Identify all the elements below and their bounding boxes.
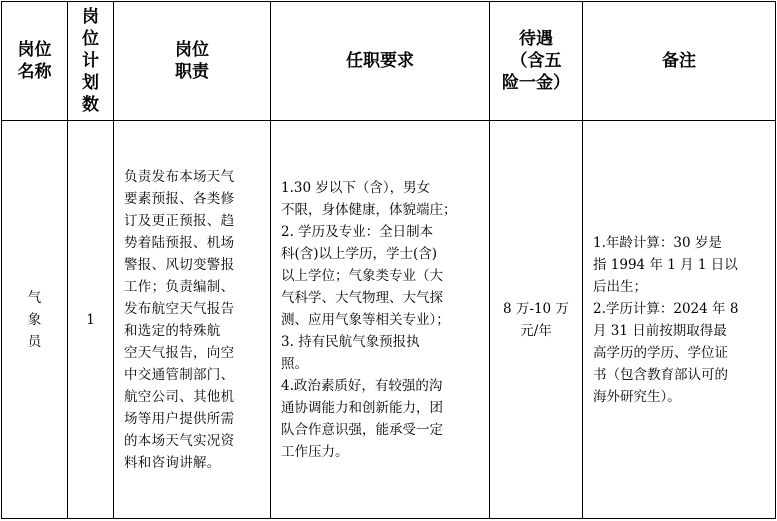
header-salary-line: 险一金） — [502, 73, 570, 94]
header-salary — [490, 2, 583, 121]
position-name-char: 气 — [27, 289, 42, 306]
duties-line: 和选定的特殊航 — [124, 322, 221, 339]
header-requirements-text: 任职要求 — [346, 51, 414, 72]
remarks-line: 高学历的学历、学位证 — [593, 344, 728, 361]
header-position-name-line: 名称 — [17, 62, 52, 83]
requirements-line: 2. 学历及专业：全日制本 — [281, 223, 434, 240]
position-name-char: 员 — [27, 333, 42, 350]
requirements-line: 科(含)以上学历，学士(含) — [281, 245, 438, 262]
duties-line: 订及更正预报、趋 — [124, 212, 235, 229]
header-plan-count-char: 划 — [82, 73, 99, 94]
requirements-line: 工作压力。 — [281, 443, 349, 460]
duties-line: 发布航空天气报告 — [124, 300, 235, 317]
header-plan-count — [68, 2, 114, 121]
requirements-line: 不限，身体健康，体貌端庄； — [281, 201, 457, 218]
remarks-line: 指 1994 年 1 月 1 日以 — [593, 256, 738, 273]
requirements-line: 测、应用气象等相关专业）； — [281, 311, 450, 328]
requirements-line: 气科学、大气物理、大气探 — [281, 289, 443, 306]
header-plan-count-char: 位 — [82, 29, 99, 50]
duties-line: 工作；负责编制、 — [124, 278, 235, 295]
header-plan-count-char: 岗 — [82, 7, 99, 28]
header-requirements — [271, 2, 490, 121]
duties-line: 航空公司、其他机 — [124, 388, 235, 405]
table-row — [2, 121, 776, 519]
requirements-line: 3. 持有民航气象预报执 — [281, 333, 420, 350]
cell-remarks — [583, 121, 776, 519]
position-name-char: 象 — [27, 311, 42, 328]
header-salary-line: 待遇 — [519, 29, 553, 50]
duties-line: 的本场天气实况资 — [124, 432, 235, 449]
requirements-line: 1.30 岁以下（含），男女 — [281, 179, 431, 196]
header-salary-line: （含五 — [510, 51, 562, 72]
header-plan-count-char: 数 — [82, 95, 99, 116]
header-duties-line: 岗位 — [175, 40, 209, 61]
duties-line: 要素预报、各类修 — [124, 190, 235, 207]
requirements-line: 通协调能力和创新能力，团 — [281, 399, 443, 416]
header-row — [2, 2, 776, 121]
requirements-line: 队合作意识强，能承受一定 — [281, 421, 443, 438]
salary-line: 8 万-10 万 — [503, 300, 569, 317]
header-remarks — [583, 2, 776, 121]
cell-duties — [114, 121, 271, 519]
cell-plan-count — [68, 121, 114, 519]
requirements-line: 4.政治素质好，有较强的沟 — [281, 377, 443, 394]
cell-salary — [490, 121, 583, 519]
duties-line: 中交通管制部门、 — [124, 366, 235, 383]
header-plan-count-char: 计 — [82, 51, 99, 72]
duties-line: 场等用户提供所需 — [124, 410, 235, 427]
header-remarks-text: 备注 — [662, 51, 696, 72]
remarks-line: 书（包含教育部认可的 — [593, 366, 728, 383]
requirements-line: 照。 — [281, 355, 308, 372]
remarks-line: 月 31 日前按期取得最 — [593, 322, 727, 339]
header-position-name-line: 岗位 — [17, 40, 52, 61]
remarks-line: 1.年龄计算：30 岁是 — [593, 234, 722, 251]
plan-count-value: 1 — [86, 311, 95, 328]
header-duties — [114, 2, 271, 121]
salary-line: 元/年 — [520, 322, 552, 339]
remarks-line: 海外研究生）。 — [593, 388, 681, 405]
cell-position-name — [2, 121, 68, 519]
header-position-name — [2, 2, 68, 121]
duties-line: 空天气报告，向空 — [124, 344, 235, 361]
duties-line: 负责发布本场天气 — [124, 168, 235, 185]
duties-line: 警报、风切变警报 — [124, 256, 235, 273]
remarks-line: 2.学历计算：2024 年 8 — [593, 300, 739, 317]
duties-line: 势着陆预报、机场 — [124, 234, 235, 251]
job-table — [1, 1, 776, 519]
duties-line: 料和咨询讲解。 — [124, 454, 221, 471]
remarks-line: 后出生； — [593, 278, 647, 295]
cell-requirements — [271, 121, 490, 519]
header-duties-line: 职责 — [175, 62, 209, 83]
requirements-line: 以上学位；气象类专业（大 — [281, 267, 443, 284]
